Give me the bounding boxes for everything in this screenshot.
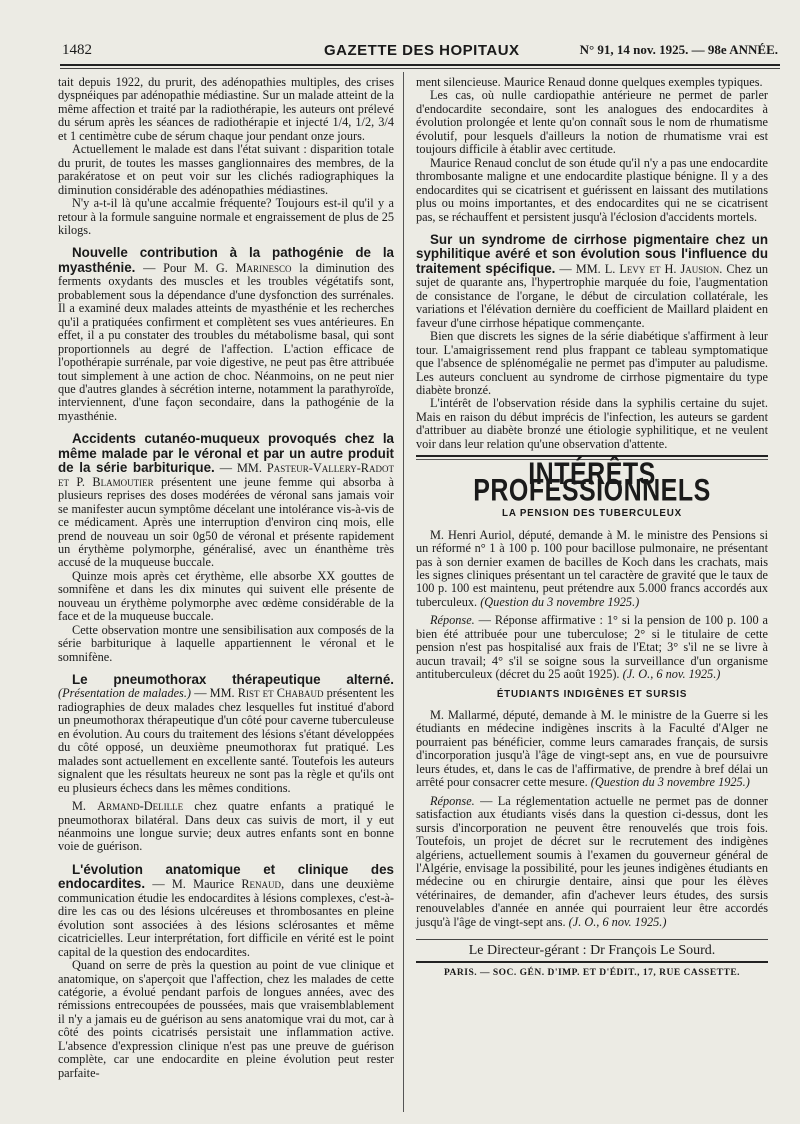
source-citation: (Question du 3 novembre 1925.) bbox=[590, 775, 750, 790]
article-title: Nouvelle contribution à la pathogénie de la myasthénie. bbox=[58, 245, 394, 275]
article-title: Sur un syndrome de cirrhose pigmentaire chez un syphilitique avéré et son évolution sous l'influence du traitement spécifique. bbox=[416, 231, 768, 276]
subsection-title: ÉTUDIANTS INDIGÈNES ET SURSIS bbox=[496, 688, 688, 700]
source-citation: (J. O., 6 nov. 1925.) bbox=[568, 914, 667, 929]
director-line: Le Directeur-gérant : Dr François Le Sourd. bbox=[468, 943, 716, 959]
paragraph: ment silencieuse. Maurice Renaud donne quelques exemples typiques. bbox=[416, 75, 763, 89]
header-rule-thin bbox=[60, 68, 780, 69]
article-endocardites: L'évolution anatomique et clinique des endocardites. — M. Maurice Renaud, dans une deuxième communication étudie les endocardites à lésions complexes, c'est-à-dire les cas ou des lésions ulcéreuses et thrombosantes en pleine évolution sont associées à des lésions sclérosantes et même cicatricielles. Leur interprétation, fort difficile en vérité est le point capital de la question des endocardites. bbox=[58, 861, 394, 959]
header-rule bbox=[60, 64, 780, 66]
paragraph: Réponse. — Réponse affirmative : 1° si la pension de 100 p. 100 a bien été attribuée pour une tuberculose; 2° si le titulaire de cette pension n'est pas hospitalisé aux frais de l'Etat; 3° s'il ne se livre à aucun travail; 4° s'il se soigne sous la surveillance d'un organisme antituberculeux (décret du 25 août 1925). (J. O., 6 nov. 1925.) bbox=[416, 613, 768, 682]
article-cirrhose: Sur un syndrome de cirrhose pigmentaire chez un syphilitique avéré et son évolution sous l'influence du traitement spécifique. — MM. L. Levy et H. Jausion. Chez un sujet de quarante ans, l'hypertrophie marquée du foie, l'augmentation de consistance de l'organe, le début de circulation collatérale, les variations et l'élévation dernière du coefficient de Maillard plaident en faveur d'une cirrhose hépatique commençante. bbox=[416, 231, 769, 330]
footer-rule-thick bbox=[416, 961, 768, 963]
right-column bbox=[416, 76, 768, 980]
article-title: Accidents cutanéo-muqueux provoqués chez la même malade par le véronal et par un autre produit de la série barbiturique. bbox=[58, 431, 394, 476]
paragraph: Les cas, où nulle cardiopathie antérieure ne permet de parler d'endocardite secondaire, sont les analogues des endocardites à évolution prolongée et lente qu'on connaît sous le nom de rhumatisme évolutif, pour lesquels d'ailleurs la notion de rhumatisme vrai est toujours difficile à établir avec certitude. bbox=[416, 88, 768, 157]
article-note: (Présentation de malades.) bbox=[58, 686, 192, 701]
article-title: L'évolution anatomique et clinique des endocardites. bbox=[58, 861, 394, 892]
section-banner: INTÉRÊTS PROFESSIONNELS bbox=[473, 456, 711, 509]
subsection-title: LA PENSION DES TUBERCULEUX bbox=[502, 508, 682, 520]
article-title: Le pneumothorax thérapeutique alterné. bbox=[72, 672, 394, 688]
paragraph: Quinze mois après cet érythème, elle absorbe XX gouttes de somnifène et dans les dix minutes qui suivent elle présente de nouveau un érythème polymorphe avec œdème considérable de la face et de la muqueuse buccale. bbox=[58, 568, 394, 624]
printer-imprint: PARIS. — SOC. GÉN. D'IMP. ET D'ÉDIT., 17, RUE CASSETTE. bbox=[443, 967, 741, 978]
paragraph: Réponse. — La réglementation actuelle ne permet pas de donner satisfaction aux étudiants visés dans la question ci-dessus, dont les sursis d'incorporation ne peuvent être renouvelés que trois fois. Toutefois, un projet de décret sur le recrutement des indigènes algériens, actuellement soumis à l'examen du gouverneur général de l'Algérie, envisage la possibilité, pour les jeunes indigènes étudiants en médecine ou en chirurgie dentaire, ainsi que pour les élèves vétérinaires, de demander, afin d'achever leurs études, des sursis renouvelables d'année en année qui pourraient leur être accordés jusqu'à l'âge de vingt-sept ans. (J. O., 6 nov. 1925.) bbox=[416, 793, 768, 929]
article-pneumothorax: Le pneumothorax thérapeutique alterné. (Présentation de malades.) — MM. Rist et Chabaud présentent les radiographies de deux malades chez lesquelles fut institué d'abord un pneumothorax thérapeutique d'un côté pour caverne tuberculeuse en évolution. Au cours du traitement des lésions s'étant développées du côté opposé, un deuxième pneumothorax fut pratiqué. Les malades sont actuellement en excellente santé. Toutefois les auteurs signalent que les résultats heureux ne sont pas la règle et qu'ils ont eu plusieurs échecs dans les mêmes conditions. bbox=[58, 672, 394, 795]
paragraph: tait depuis 1922, du prurit, des adénopathies multiples, des crises dyspnéiques par adénopathie médiastine. Sur un malade atteint de la même affection et traité par la radiothérapie, les auteurs ont prélevé du sérum après les séances de radiothérapie et injecté 1/4, 1/2, 3/4 et 1 centimètre cube de sérum chaque jour pendant onze jours. bbox=[58, 75, 395, 143]
footer-rule bbox=[416, 939, 768, 940]
paragraph: Cette observation montre une sensibilisation aux composés de la série barbiturique à laquelle appartiennent le véronal et le somnifène. bbox=[58, 622, 394, 664]
issue-info: N° 91, 14 nov. 1925. — 98e ANNÉE. bbox=[579, 42, 778, 57]
article-authors: Levy et H. Jausion bbox=[619, 261, 720, 276]
article-authors: Rist et Chabaud bbox=[237, 686, 324, 701]
paragraph: Bien que discrets les signes de la série diabétique s'affirment à leur tour. L'amaigrissement rend plus frappant ce tableau symptomatique que l'absence de splénomégalie ne permet pas d'imputer au paludisme. Les auteurs concluent au syndrome de cirrhose pigmentaire du type diabète bronzé. bbox=[416, 329, 768, 397]
journal-title: GAZETTE DES HOPITAUX bbox=[324, 42, 520, 59]
article-myasthenie: Nouvelle contribution à la pathogénie de la myasthénie. — Pour M. G. Marinesco la diminution des ferments oxydants des muscles et les troubles végétatifs sont, probablement sous la dépendance d'une dysfonction des surrénales. Il a examiné deux malades atteints de myasthénie et les recherches qu'il a pratiquées confirment et complètent ses vues antérieures. En effet, il a pu constater des troubles du métabolisme basal, qui sont proportionnels au degré de l'affection. L'action efficace de l'opothérapie surrénale, par voie digestive, ne peut pas être attribuée tout simplement à une action de choc. Néanmoins, on ne peut nier que d'autres glandes à sécrétion interne, notamment la parathyroïde, interviennent, d'une façon secondaire, dans la pathogénie de la myasthénie. bbox=[58, 245, 394, 423]
article-authors: Armand-Delille bbox=[97, 799, 184, 814]
column-divider bbox=[403, 72, 404, 1112]
source-citation: (J. O., 6 nov. 1925.) bbox=[622, 667, 721, 682]
left-column bbox=[58, 76, 394, 1080]
running-header bbox=[62, 42, 778, 62]
paragraph: M. Armand-Delille chez quatre enfants a pratiqué le pneumothorax bilatéral. Dans deux cas suivis de mort, il y eut néanmoins une longue survie; deux autres enfants sont en bonne voie de guérison. bbox=[58, 799, 394, 854]
paragraph: N'y a-t-il là qu'une accalmie fréquente? Toujours est-il qu'il y a retour à la formule sanguine normale et engraissement de plus de 25 kilogs. bbox=[58, 196, 394, 237]
paragraph: M. Mallarmé, député, demande à M. le ministre de la Guerre si les étudiants en médecine indigènes inscrits à la Faculté d'Alger ne pourraient pas bénéficier, comme leurs camarades français, de sursis d'incorporation jusqu'à l'âge de vingt-sept ans, en vue de poursuivre leurs études, et, dans le cas de l'affirmative, de prendre à bref délai un arrêté pour consacrer cette mesure. (Question du 3 novembre 1925.) bbox=[416, 708, 768, 790]
paragraph: L'intérêt de l'observation réside dans la syphilis certaine du sujet. Mais en raison du début imprécis de l'infection, les auteurs se gardent d'attribuer au diabète bronzé une étiologie syphilitique, et ne veulent voir dans leur relation qu'une observation d'attente. bbox=[416, 396, 768, 451]
article-authors: Marinesco bbox=[235, 260, 292, 275]
paragraph: Quand on serre de près la question au point de vue clinique et anatomique, on s'aperçoit que l'affection, chez les malades de cette catégorie, a évolué pendant parfois de longues années, avec des rémissions entrecoupées de poussées, mais que vraisemblablement il n'y a jamais eu de guérison au sens anatomique vrai du mot, car à côté des points cicatrisés persistait une inflammation active. L'absence d'expression clinique n'est pas une preuve de guérison complète, car une endocardite en pleine évolution peut rester parfaite- bbox=[58, 958, 394, 1080]
paragraph: Actuellement le malade est dans l'état suivant : disparition totale du prurit, de toutes les masses ganglionnaires des membres, de la parakératose et on peut voir sur les clichés radiographiques la diminution considérable des adénopathies médiastines. bbox=[58, 142, 394, 197]
article-authors: Renaud bbox=[241, 877, 282, 892]
source-citation: (Question du 3 novembre 1925.) bbox=[480, 594, 640, 609]
paragraph: M. Henri Auriol, député, demande à M. le ministre des Pensions si un réformé n° 1 à 100 p. 100 pour bacillose pulmonaire, ne présentant pas à son dernier examen de bacilles de Koch dans les crachats, mais les signes cliniques présentant un tel caractère de gravité que le taux de 100 p. 100 est maintenu, peut prétendre aux 5.000 francs accordés aux tuberculeux. (Question du 3 novembre 1925.) bbox=[416, 527, 768, 609]
article-authors: Pasteur-Vallery-Radot et P. Blamoutier bbox=[58, 461, 394, 489]
paragraph: Maurice Renaud conclut de son étude qu'il n'y a pas une endocardite thrombosante maligne et une endocardite plastique bénigne. Il y a des endocardites qui se cicatrisent et guérissent en laissant des mutilations plus ou moins importantes, et des endocardites qui ne se cicatrisent pas, se réchauffent et persistent jusqu'à l'éclosion d'accidents mortels. bbox=[416, 155, 768, 224]
page-number: 1482 bbox=[62, 42, 92, 58]
article-veronal: Accidents cutanéo-muqueux provoqués chez la même malade par le véronal et par un autre produit de la série barbiturique. — MM. Pasteur-Vallery-Radot et P. Blamoutier présentent une jeune femme qui absorba à plusieurs reprises des doses modérées de véronal sans jamais voir se manifester aucun symptôme décelant une intolérance vis-à-vis de ce médicament. Après une interruption d'environ cinq mois, elle prend de nouveau un soir 0g50 de véronal et présente rapidement un érythème polymorphe, généralisé, avec un énanthème très accusé de la muqueuse buccale. bbox=[58, 431, 395, 570]
